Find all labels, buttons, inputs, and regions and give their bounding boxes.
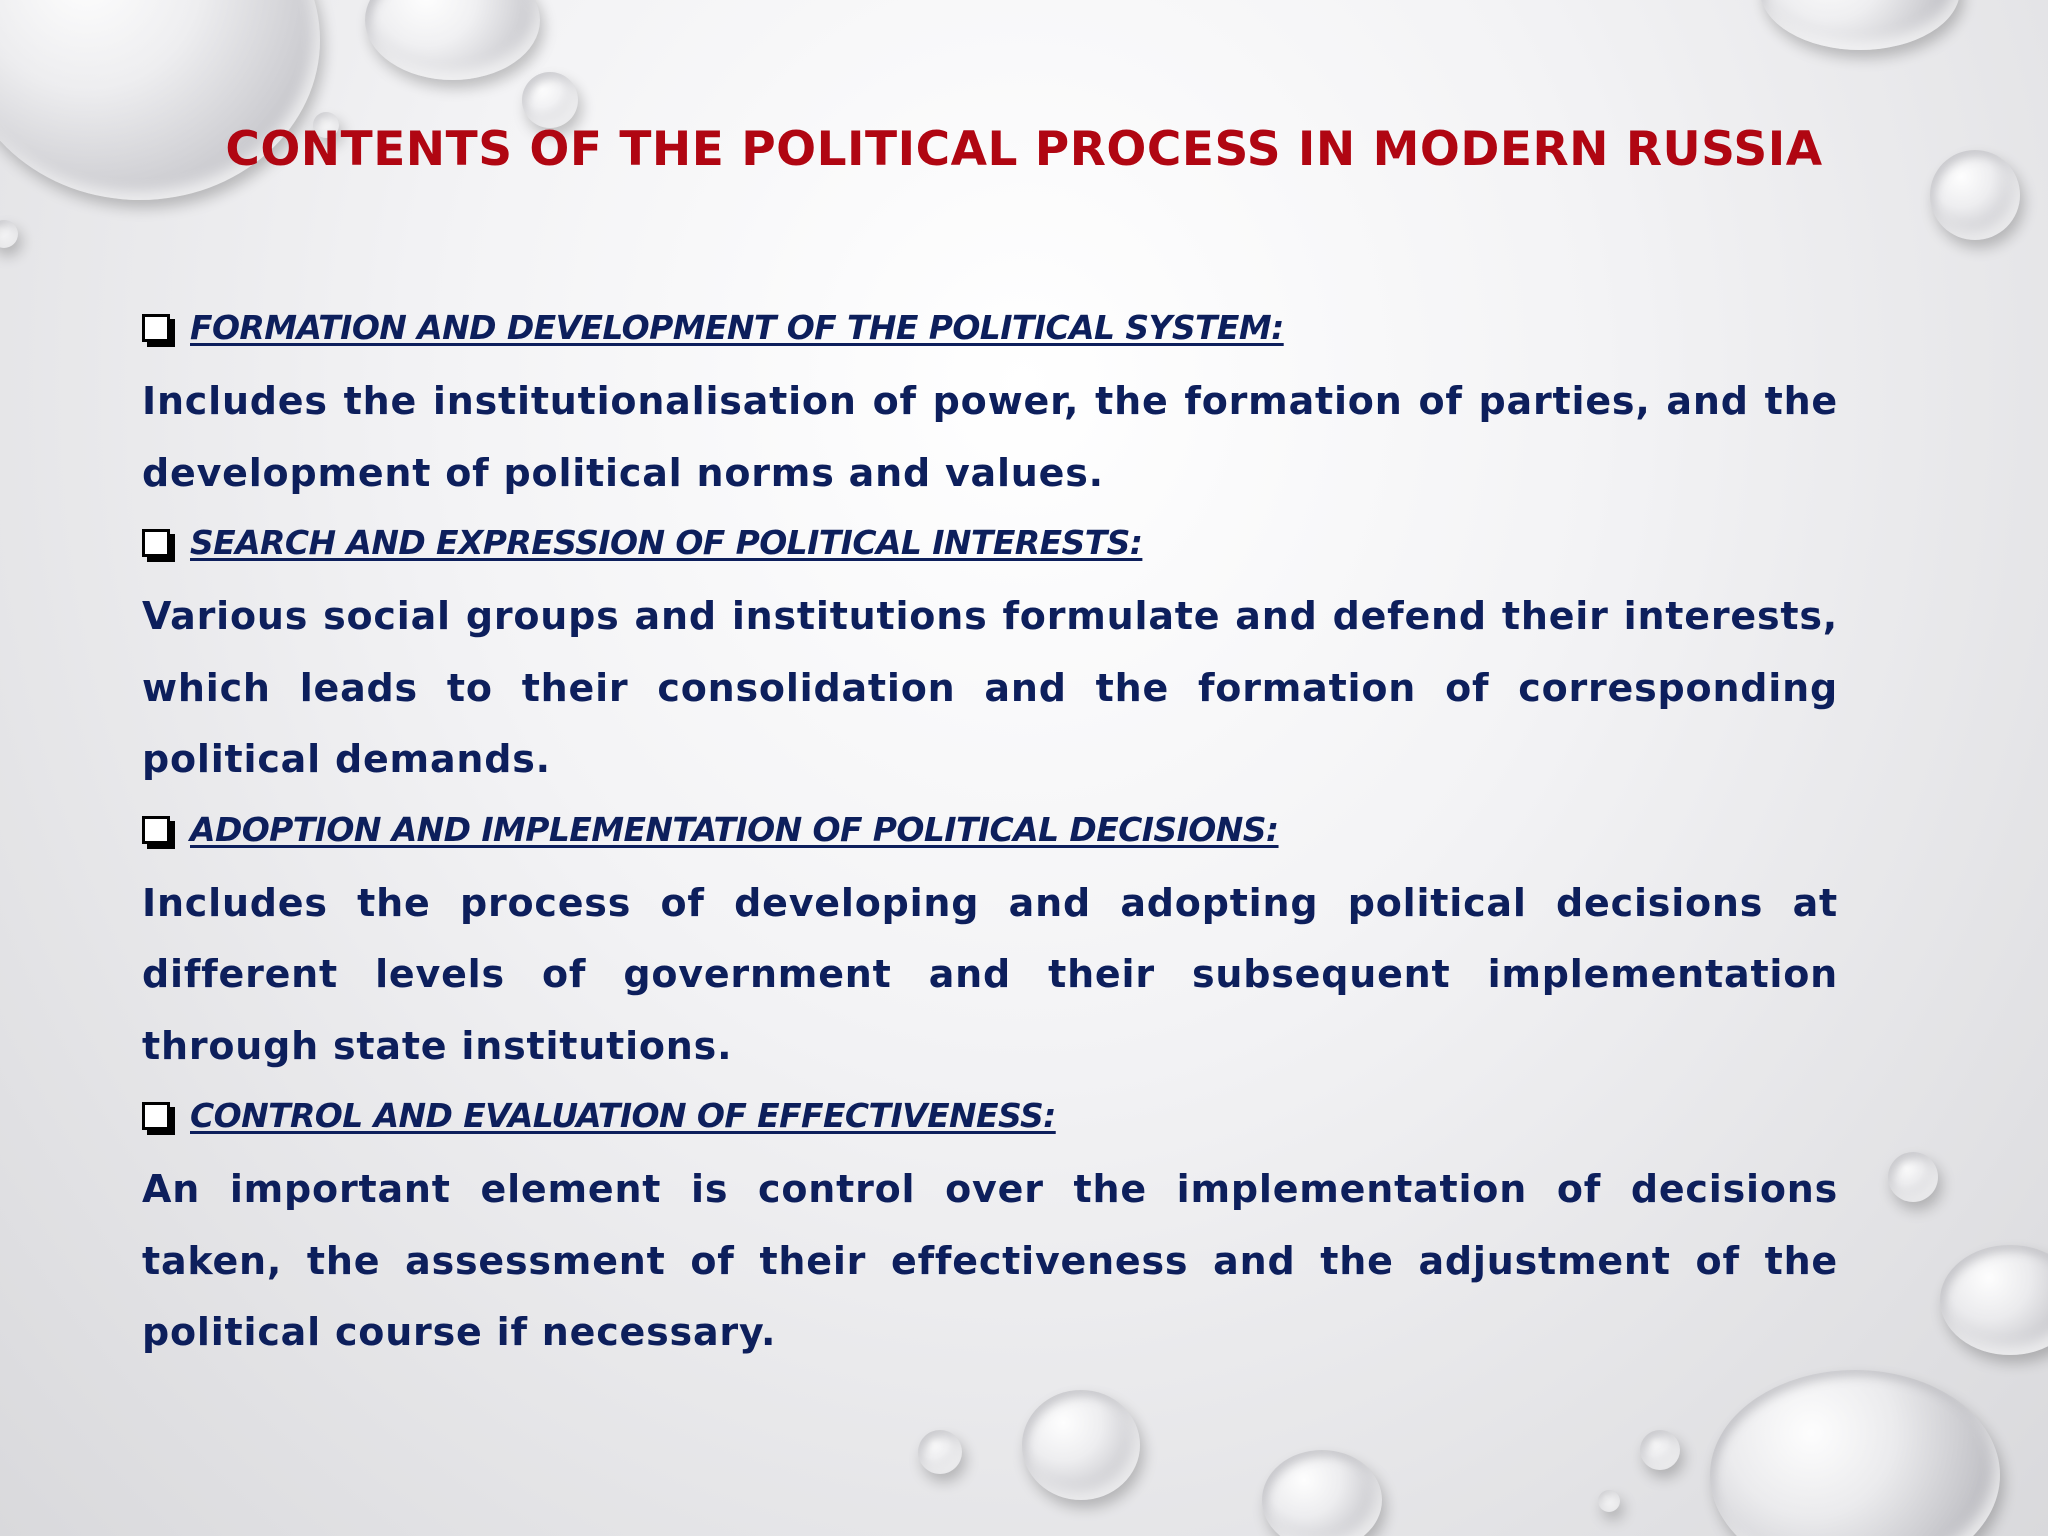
section-heading: SEARCH AND EXPRESSION OF POLITICAL INTERESTS:	[190, 523, 1143, 562]
section-heading-row	[142, 300, 1838, 366]
section-heading-row	[142, 1088, 1838, 1154]
section-body: Includes the institutionalisation of power, the formation of parties, and the development of political norms and values.	[142, 379, 1838, 495]
checkbox-bullet-icon	[142, 1102, 170, 1130]
section-body: Includes the process of developing and adopting political decisions at different levels of government and their subsequent implementation through state institutions.	[142, 880, 1838, 1068]
water-drop-icon	[918, 1430, 962, 1474]
water-drop-icon	[365, 0, 540, 80]
water-drop-icon	[1710, 1370, 2000, 1536]
checkbox-bullet-icon	[142, 816, 170, 844]
water-drop-icon	[522, 72, 578, 128]
water-drop-icon	[1598, 1490, 1620, 1512]
water-drop-icon	[0, 220, 18, 248]
section-heading: ADOPTION AND IMPLEMENTATION OF POLITICAL DECISIONS:	[190, 809, 1279, 849]
water-drop-icon	[1262, 1450, 1382, 1536]
section-body: An important element is control over the implementation of decisions taken, the assessment of their effectiveness and the adjustment of the political course if necessary.	[142, 1167, 1838, 1354]
checkbox-bullet-icon	[142, 314, 170, 342]
water-drop-icon	[1760, 0, 1960, 50]
water-drop-icon	[1022, 1390, 1140, 1500]
section-body: Various social groups and institutions formulate and defend their interests, which leads to their consolidation and the formation of corresponding political demands.	[142, 594, 1838, 781]
water-drop-icon	[1640, 1430, 1680, 1470]
checkbox-bullet-icon	[142, 529, 170, 557]
slide-content	[142, 300, 1838, 1375]
water-drop-icon	[1940, 1245, 2048, 1355]
section-heading-row	[142, 802, 1838, 868]
section-heading: CONTROL AND EVALUATION OF EFFECTIVENESS:	[190, 1096, 1056, 1135]
section-heading-row	[142, 515, 1838, 581]
water-drop-icon	[1888, 1152, 1938, 1202]
slide-title: CONTENTS OF THE POLITICAL PROCESS IN MODERN RUSSIA	[225, 122, 1823, 177]
section-heading: FORMATION AND DEVELOPMENT OF THE POLITICAL SYSTEM:	[190, 308, 1284, 347]
